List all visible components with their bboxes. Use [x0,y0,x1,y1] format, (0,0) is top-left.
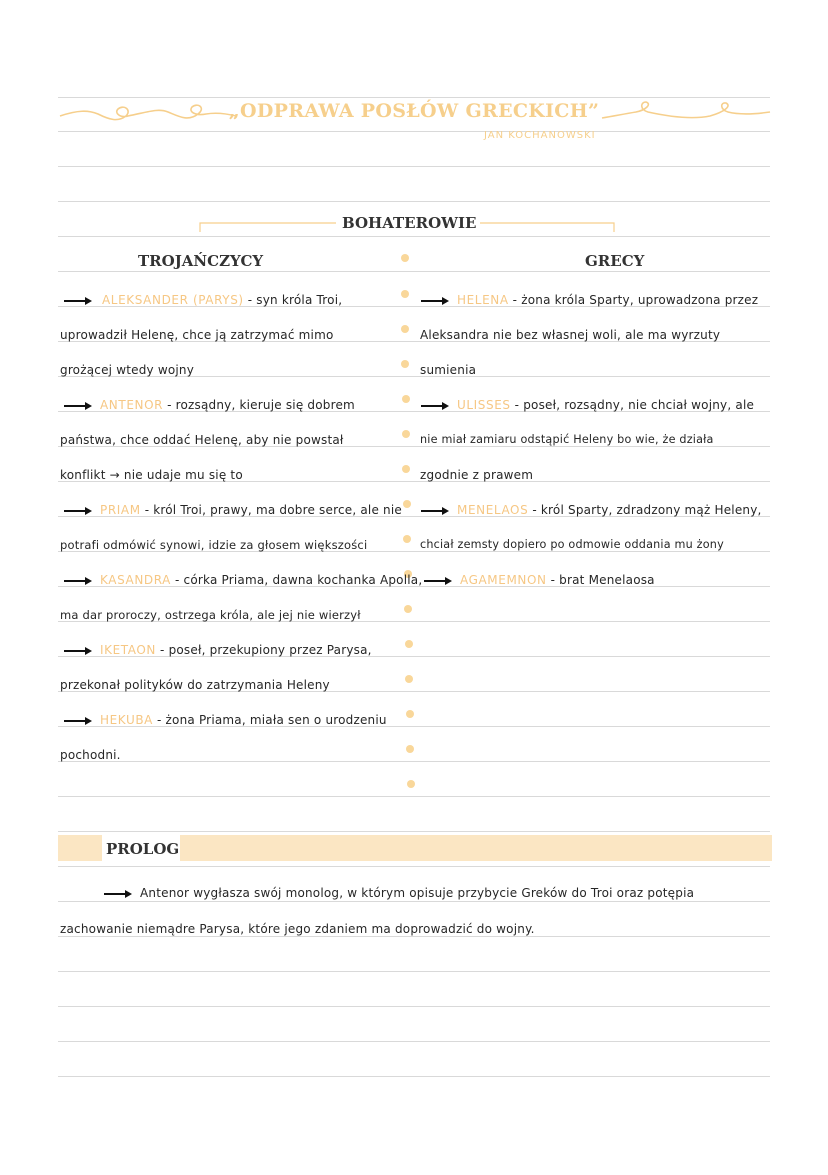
list-item [64,293,342,307]
list-item: konflikt → nie udaje mu się to [60,468,243,482]
character-description: - poseł, przekupiony przez Parysa, [156,643,372,657]
character-description: - poseł, rozsądny, nie chciał wojny, ale [510,398,755,412]
arrow-icon [64,720,90,722]
prolog-heading: PROLOG [106,840,180,858]
character-name: KASANDRA [100,573,171,587]
character-name: AGAMEMNON [460,573,547,587]
list-item: pochodni. [60,748,121,762]
character-name: HELENA [457,293,509,307]
prolog-line [104,886,694,900]
character-description: - żona króla Sparty, uprowadzona przez [508,293,759,307]
list-item [64,713,387,727]
prolog-line-text: Antenor wygłasza swój monolog, w którym opisuje przybycie Greków do Troi oraz potępia [140,886,695,900]
character-name: ALEKSANDER (PARYS) [102,293,244,307]
arrow-icon [421,405,447,407]
character-name: IKETAON [100,643,157,657]
list-item [421,503,762,517]
character-description: - córka Priama, dawna kochanka Apolla, [171,573,423,587]
arrow-icon [64,300,90,302]
list-item: państwa, chce oddać Helenę, aby nie powstał [60,433,344,447]
list-item: przekonał polityków do zatrzymania Heleny [60,678,330,692]
list-item [424,573,655,587]
trojans-heading: TROJAŃCZYCY [138,252,264,270]
list-item [64,503,402,517]
character-description: - król Sparty, zdradzony mąż Heleny, [528,503,762,517]
arrow-icon [104,893,130,895]
list-item: ma dar proroczy, ostrzega króla, ale jej nie wierzył [60,608,361,622]
character-description: - syn króla Troi, [243,293,343,307]
character-name: PRIAM [100,503,141,517]
arrow-icon [64,510,90,512]
character-name: MENELAOS [457,503,529,517]
character-name: ANTENOR [100,398,164,412]
greeks-heading: GRECY [585,252,645,270]
arrow-icon [64,650,90,652]
list-item: zgodnie z prawem [420,468,534,482]
list-item [64,573,422,587]
author-name: JAN KOCHANOWSKI [484,130,596,141]
list-item: Aleksandra nie bez własnej woli, ale ma wyrzuty [420,328,721,342]
list-item: potrafi odmówić synowi, idzie za głosem większości [60,538,368,552]
character-description: - król Troi, prawy, ma dobre serce, ale nie [140,503,402,517]
character-name: HEKUBA [100,713,153,727]
arrow-icon [64,405,90,407]
arrow-icon [421,300,447,302]
list-item [64,398,355,412]
list-item: chciał zemsty dopiero po odmowie oddania mu żony [420,538,724,551]
list-item [421,398,754,412]
list-item: sumienia [420,363,477,377]
character-description: - rozsądny, kieruje się dobrem [163,398,355,412]
prolog-line: zachowanie niemądre Parysa, które jego zdaniem ma doprowadzić do wojny. [60,922,535,936]
list-item: uprowadził Helenę, chce ją zatrzymać mimo [60,328,334,342]
list-item [64,643,372,657]
character-description: - żona Priama, miała sen o urodzeniu [152,713,387,727]
list-item [421,293,758,307]
arrow-icon [421,510,447,512]
list-item: nie miał zamiaru odstąpić Heleny bo wie, że działa [420,433,714,446]
character-description: - brat Menelaosa [546,573,655,587]
list-item: grożącej wtedy wojny [60,363,195,377]
arrow-icon [424,580,450,582]
character-name: ULISSES [457,398,511,412]
arrow-icon [64,580,90,582]
page-title: „ODPRAWA POSŁÓW GRECKICH” [228,100,600,122]
characters-heading: BOHATEROWIE [342,214,477,232]
